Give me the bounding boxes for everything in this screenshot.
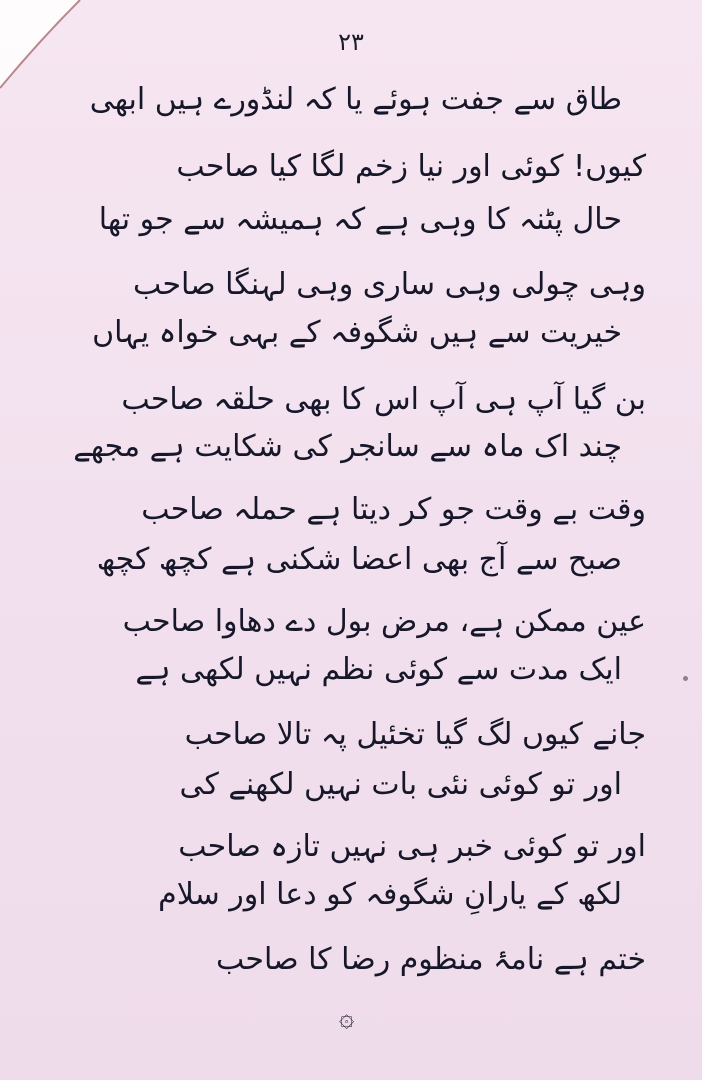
poem-line-6: بن گیا آپ ہی آپ اس کا بھی حلقہ صاحب: [121, 382, 646, 417]
poem-line-4: وہی چولی وہی ساری وہی لہنگا صاحب: [133, 267, 646, 302]
poem-line-8: وقت بے وقت جو کر دیتا ہے حملہ صاحب: [141, 492, 646, 527]
poem-line-15: لکھ کے یارانِ شگوفہ کو دعا اور سلام: [158, 877, 622, 912]
poem-line-16: ختم ہے نامۂ منظوم رضا کا صاحب: [215, 942, 646, 977]
poem-line-11: ایک مدت سے کوئی نظم نہیں لکھی ہے: [135, 652, 622, 687]
poem-line-2: کیوں! کوئی اور نیا زخم لگا کیا صاحب: [176, 149, 646, 184]
poem-line-12: جانے کیوں لگ گیا تخئیل پہ تالا صاحب: [184, 717, 646, 752]
poem-line-5: خیریت سے ہیں شگوفہ کے بہی خواہ یہاں: [92, 315, 622, 350]
poem-line-7: چند اک ماہ سے سانجر کی شکایت ہے مجھے: [73, 429, 622, 464]
page-number: ۲۳: [338, 28, 364, 56]
poem-line-14: اور تو کوئی خبر ہی نہیں تازہ صاحب: [178, 829, 646, 864]
poem-line-3: حال پٹنہ کا وہی ہے کہ ہمیشہ سے جو تھا: [98, 202, 622, 237]
paper-speck: [683, 676, 688, 681]
poem-line-13: اور تو کوئی نئی بات نہیں لکھنے کی: [179, 767, 622, 802]
poem-line-10: عین ممکن ہے، مرض بول دے دھاوا صاحب: [122, 604, 646, 639]
poem-line-9: صبح سے آج بھی اعضا شکنی ہے کچھ کچھ: [96, 542, 622, 577]
end-ornament: ۞: [339, 1003, 355, 1033]
poem-line-1: طاق سے جفت ہوئے یا کہ لنڈورے ہیں ابھی: [89, 82, 622, 117]
